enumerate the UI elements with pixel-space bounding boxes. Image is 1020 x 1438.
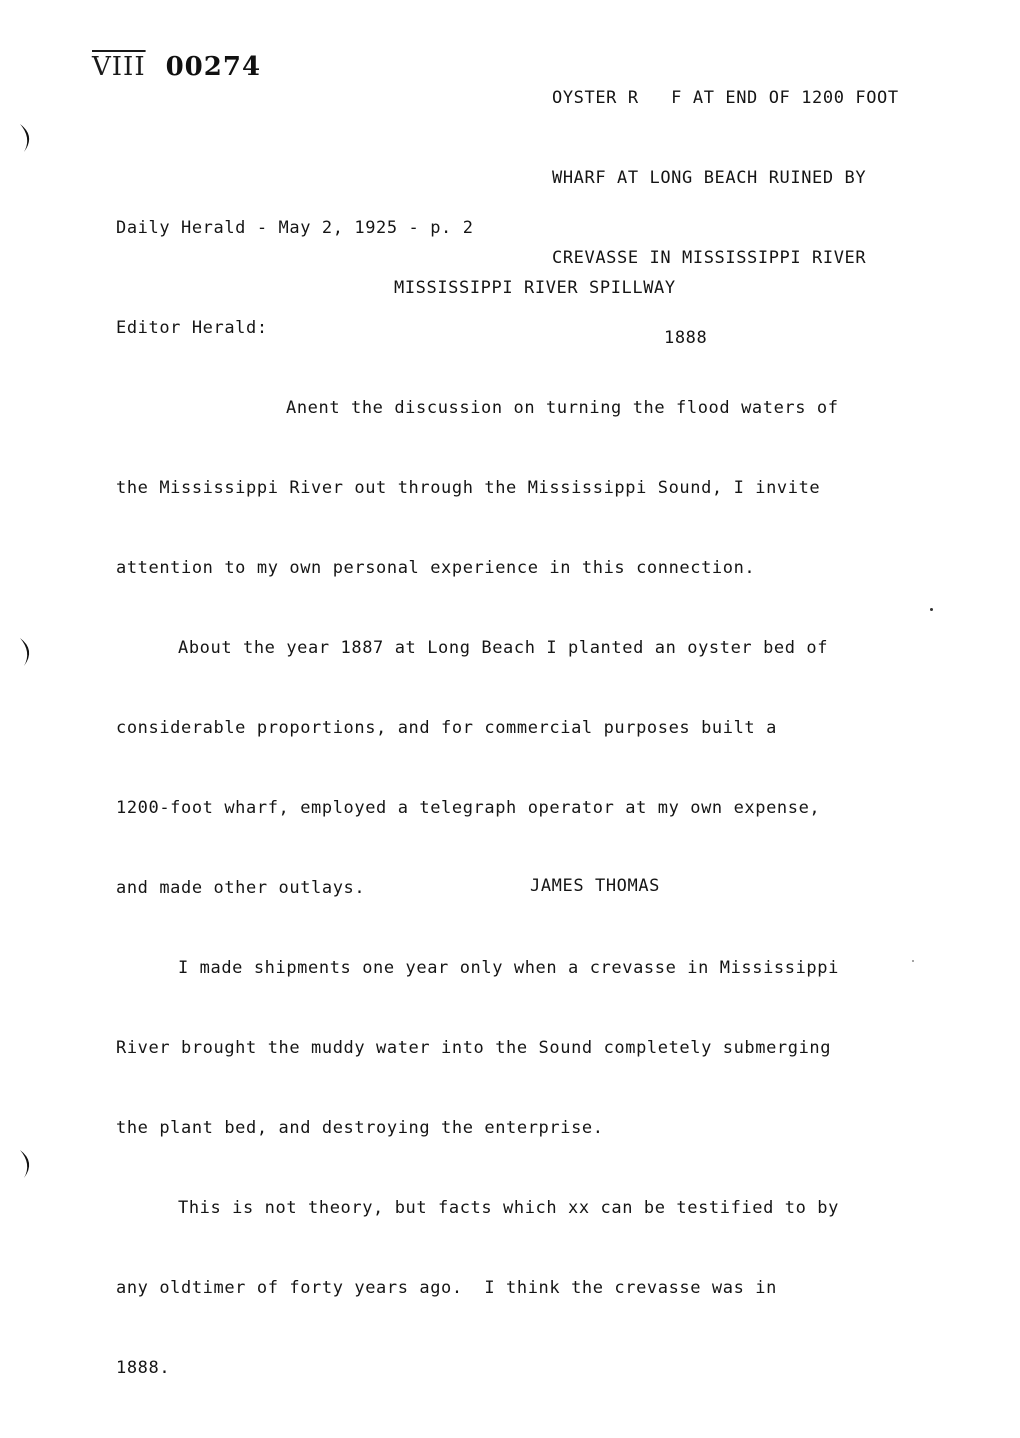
body-line: 1888. (116, 1358, 171, 1378)
body-line: and made other outlays. (116, 878, 366, 898)
body-line: About the year 1887 at Long Beach I planted an oyster bed of (178, 638, 829, 658)
headline (552, 48, 952, 408)
headline-year: 1888 (664, 328, 708, 348)
body-line: 1200-foot wharf, employed a telegraph operator at my own expense, (116, 798, 821, 818)
binder-hole-mark-icon (16, 1148, 38, 1182)
signature: JAMES THOMAS (530, 876, 661, 896)
body-line: Anent the discussion on turning the flood waters of (286, 398, 839, 418)
body-line: any oldtimer of forty years ago. I think the crevasse was in (116, 1278, 777, 1298)
binder-hole-mark-icon (16, 122, 38, 156)
body-line: I made shipments one year only when a crevasse in Mississippi (178, 958, 839, 978)
body-line: attention to my own personal experience in this connection. (116, 558, 756, 578)
binder-hole-mark-icon (16, 636, 38, 670)
archive-identifier (92, 52, 261, 82)
body-line: River brought the muddy water into the Sound completely submerging (116, 1038, 832, 1058)
archive-document-number: 00274 (165, 52, 262, 82)
body-line: This is not theory, but facts which xx can be testified to by (178, 1198, 839, 1218)
archive-section-number: VIII (92, 52, 146, 82)
source-citation: Daily Herald - May 2, 1925 - p. 2 (116, 218, 474, 238)
body-line: the Mississippi River out through the Mississippi Sound, I invite (116, 478, 821, 498)
body-line: considerable proportions, and for commercial purposes built a (116, 718, 777, 738)
salutation: Editor Herald: (116, 318, 268, 338)
paper-speck (930, 608, 933, 611)
headline-line-2: WHARF AT LONG BEACH RUINED BY (552, 168, 867, 188)
headline-line-1: OYSTER R F AT END OF 1200 FOOT (552, 88, 899, 108)
headline-line-3: CREVASSE IN MISSISSIPPI RIVER (552, 248, 867, 268)
article-title: MISSISSIPPI RIVER SPILLWAY (394, 278, 676, 298)
letter-body (116, 358, 936, 1438)
body-line: the plant bed, and destroying the enterprise. (116, 1118, 604, 1138)
paper-speck (912, 960, 914, 962)
